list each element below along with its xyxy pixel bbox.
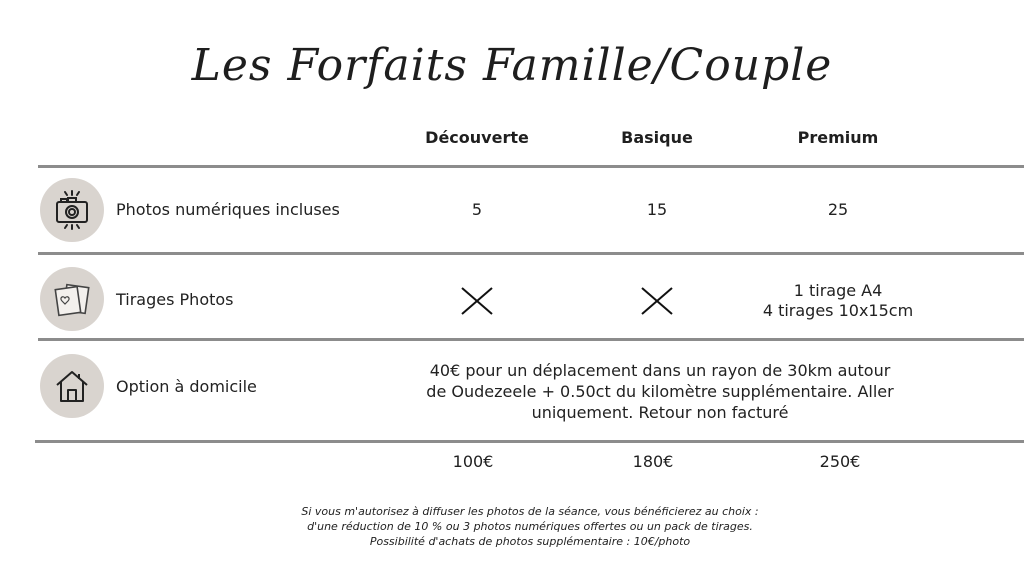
row-label-tirages: Tirages Photos [116, 290, 234, 309]
table-divider [38, 165, 1024, 168]
column-header-decouverte: Découverte [425, 128, 529, 147]
table-divider [38, 252, 1024, 255]
cell-premium-photos: 25 [827, 200, 849, 219]
footnote-line: Si vous m'autorisez à diffuser les photos de la séance, vous bénéficierez au choix : [301, 505, 759, 518]
domicile-line: uniquement. Retour non facturé [531, 403, 789, 422]
x-mark-icon [640, 286, 674, 316]
column-header-basique: Basique [621, 128, 693, 147]
camera-icon [40, 178, 104, 242]
footnote-line: Possibilité d'achats de photos supplémentaire : 10€/photo [369, 535, 691, 548]
price-decouverte: 100€ [452, 452, 494, 471]
cell-basique-photos: 15 [646, 200, 668, 219]
domicile-line: de Oudezeele + 0.50ct du kilomètre supplémentaire. Aller [426, 382, 894, 401]
price-premium: 250€ [819, 452, 861, 471]
premium-tirage-line: 4 tirages 10x15cm [762, 301, 914, 320]
cell-decouverte-photos: 5 [471, 200, 483, 219]
footnote [250, 504, 810, 549]
domicile-line: 40€ pour un déplacement dans un rayon de 30km autour [429, 361, 891, 380]
column-header-premium: Premium [797, 128, 879, 147]
table-divider [35, 440, 1024, 443]
cell-premium-tirages [758, 281, 918, 321]
price-basique: 180€ [632, 452, 674, 471]
footnote-line: d'une réduction de 10 % ou 3 photos numériques offertes ou un pack de tirages. [307, 520, 753, 533]
domicile-description [415, 360, 905, 423]
row-label-photos: Photos numériques incluses [116, 200, 340, 219]
table-divider [38, 338, 1024, 341]
premium-tirage-line: 1 tirage A4 [793, 281, 883, 300]
photo-prints-icon [40, 267, 104, 331]
page-title: Les Forfaits Famille/Couple [191, 40, 833, 91]
row-label-domicile: Option à domicile [116, 377, 257, 396]
house-icon [40, 354, 104, 418]
x-mark-icon [460, 286, 494, 316]
